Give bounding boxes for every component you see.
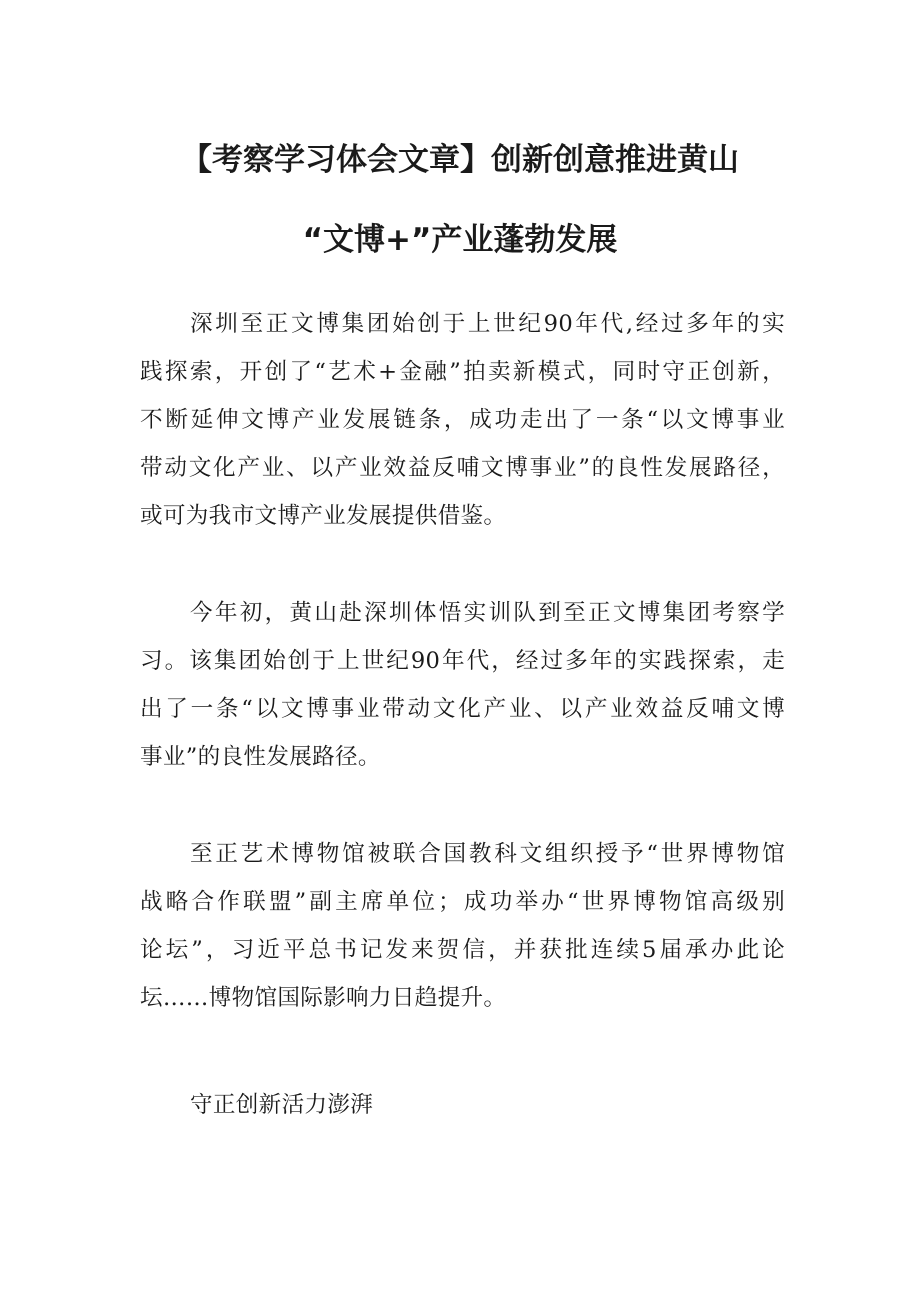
paragraph-3-line-4: 坛……博物馆国际影响力日趋提升。 xyxy=(140,985,507,1011)
paragraph-1-line-5: 或可为我市文博产业发展提供借鉴。 xyxy=(140,503,507,529)
paragraph-2-line-4: 事业”的良性发展路径。 xyxy=(140,744,381,770)
article-title-line-1: 【考察学习体会文章】创新创意推进黄山 xyxy=(181,142,739,178)
article-title-line-2: “文博+”产业蓬勃发展 xyxy=(302,222,618,258)
section-heading: 守正创新活力澎湃 xyxy=(190,1092,374,1118)
paragraph-2-line-1: 今年初，黄山赴深圳体悟实训队到至正文博集团考察学 xyxy=(190,600,785,626)
paragraph-2-line-3: 出了一条“以文博事业带动文化产业、以产业效益反哺文博 xyxy=(140,696,785,722)
paragraph-1-line-4: 带动文化产业、以产业效益反哺文博事业”的良性发展路径， xyxy=(140,455,785,481)
paragraph-3-line-1: 至正艺术博物馆被联合国教科文组织授予“世界博物馆 xyxy=(190,841,785,867)
paragraph-2-line-2: 习。该集团始创于上世纪90年代，经过多年的实践探索，走 xyxy=(140,648,785,674)
paragraph-1-line-2: 践探索，开创了“艺术+金融”拍卖新模式，同时守正创新， xyxy=(140,359,785,385)
paragraph-3-line-2: 战略合作联盟”副主席单位；成功举办“世界博物馆高级别 xyxy=(140,889,785,915)
paragraph-1-line-3: 不断延伸文博产业发展链条，成功走出了一条“以文博事业 xyxy=(140,407,785,433)
paragraph-1-line-1: 深圳至正文博集团始创于上世纪90年代,经过多年的实 xyxy=(190,311,785,337)
paragraph-3-line-3: 论坛”，习近平总书记发来贺信，并获批连续5届承办此论 xyxy=(140,937,785,963)
